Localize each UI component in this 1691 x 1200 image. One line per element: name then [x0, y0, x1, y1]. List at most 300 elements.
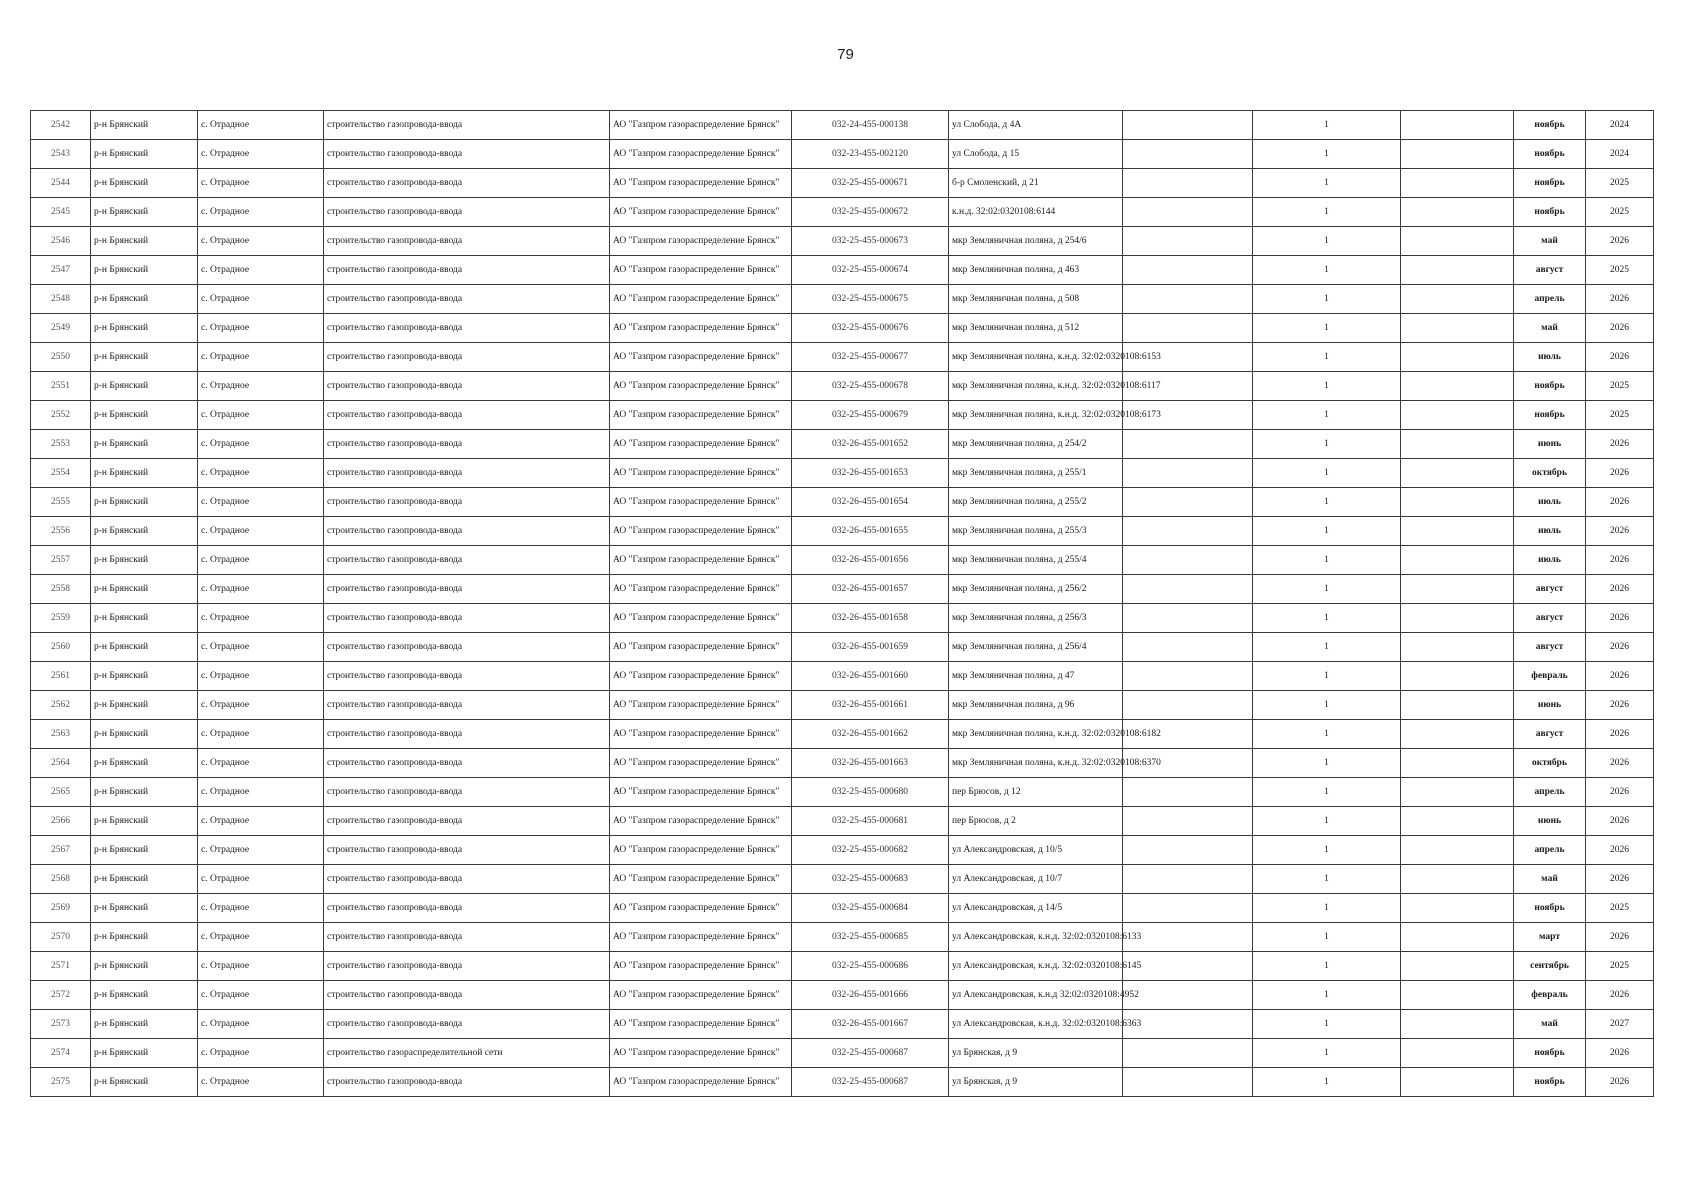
empty-cell	[1123, 140, 1253, 169]
row-number-cell: 2561	[31, 662, 91, 691]
settlement-cell: с. Отрадное	[198, 749, 324, 778]
year-cell: 2025	[1586, 198, 1654, 227]
work-type-cell: строительство газопровода-ввода	[324, 749, 610, 778]
quantity-cell: 1	[1253, 517, 1401, 546]
empty-cell	[1401, 836, 1514, 865]
settlement-cell: с. Отрадное	[198, 894, 324, 923]
object-code-cell: 032-25-455-000681	[792, 807, 949, 836]
row-number-cell: 2568	[31, 865, 91, 894]
quantity-cell: 1	[1253, 372, 1401, 401]
organization-cell: АО "Газпром газораспределение Брянск"	[610, 662, 792, 691]
quantity-cell: 1	[1253, 691, 1401, 720]
object-code-cell: 032-26-455-001667	[792, 1010, 949, 1039]
address-cell: мкр Земляничная поляна, д 256/2	[949, 575, 1123, 604]
row-number-cell: 2544	[31, 169, 91, 198]
table-row	[31, 285, 1654, 314]
work-type-cell: строительство газопровода-ввода	[324, 662, 610, 691]
year-cell: 2026	[1586, 749, 1654, 778]
empty-cell	[1123, 314, 1253, 343]
empty-cell	[1401, 662, 1514, 691]
month-cell: ноябрь	[1514, 401, 1586, 430]
district-cell: р-н Брянский	[91, 894, 198, 923]
address-cell: мкр Земляничная поляна, д 254/2	[949, 430, 1123, 459]
object-code-cell: 032-26-455-001660	[792, 662, 949, 691]
work-type-cell: строительство газопровода-ввода	[324, 546, 610, 575]
organization-cell: АО "Газпром газораспределение Брянск"	[610, 285, 792, 314]
organization-cell: АО "Газпром газораспределение Брянск"	[610, 372, 792, 401]
month-cell: июнь	[1514, 691, 1586, 720]
district-cell: р-н Брянский	[91, 1068, 198, 1097]
organization-cell: АО "Газпром газораспределение Брянск"	[610, 894, 792, 923]
settlement-cell: с. Отрадное	[198, 430, 324, 459]
district-cell: р-н Брянский	[91, 488, 198, 517]
quantity-cell: 1	[1253, 430, 1401, 459]
year-cell: 2025	[1586, 256, 1654, 285]
row-number-cell: 2562	[31, 691, 91, 720]
year-cell: 2025	[1586, 169, 1654, 198]
organization-cell: АО "Газпром газораспределение Брянск"	[610, 807, 792, 836]
empty-cell	[1401, 227, 1514, 256]
year-cell: 2026	[1586, 633, 1654, 662]
work-type-cell: строительство газопровода-ввода	[324, 372, 610, 401]
month-cell: март	[1514, 923, 1586, 952]
row-number-cell: 2550	[31, 343, 91, 372]
work-type-cell: строительство газопровода-ввода	[324, 343, 610, 372]
year-cell: 2025	[1586, 894, 1654, 923]
month-cell: ноябрь	[1514, 140, 1586, 169]
empty-cell	[1401, 894, 1514, 923]
settlement-cell: с. Отрадное	[198, 604, 324, 633]
address-cell: мкр Земляничная поляна, к.н.д. 32:02:0320108:6117	[949, 372, 1123, 401]
table-row	[31, 430, 1654, 459]
district-cell: р-н Брянский	[91, 575, 198, 604]
quantity-cell: 1	[1253, 720, 1401, 749]
table-row	[31, 923, 1654, 952]
district-cell: р-н Брянский	[91, 285, 198, 314]
work-type-cell: строительство газопровода-ввода	[324, 401, 610, 430]
settlement-cell: с. Отрадное	[198, 807, 324, 836]
month-cell: апрель	[1514, 836, 1586, 865]
object-code-cell: 032-26-455-001652	[792, 430, 949, 459]
address-cell: ул Александровская, д 14/5	[949, 894, 1123, 923]
organization-cell: АО "Газпром газораспределение Брянск"	[610, 778, 792, 807]
year-cell: 2026	[1586, 575, 1654, 604]
settlement-cell: с. Отрадное	[198, 981, 324, 1010]
table-row	[31, 169, 1654, 198]
empty-cell	[1401, 140, 1514, 169]
object-code-cell: 032-25-455-000687	[792, 1039, 949, 1068]
work-type-cell: строительство газопровода-ввода	[324, 981, 610, 1010]
organization-cell: АО "Газпром газораспределение Брянск"	[610, 691, 792, 720]
empty-cell	[1401, 198, 1514, 227]
quantity-cell: 1	[1253, 778, 1401, 807]
quantity-cell: 1	[1253, 604, 1401, 633]
district-cell: р-н Брянский	[91, 604, 198, 633]
object-code-cell: 032-25-455-000683	[792, 865, 949, 894]
quantity-cell: 1	[1253, 546, 1401, 575]
table-row	[31, 256, 1654, 285]
empty-cell	[1401, 981, 1514, 1010]
year-cell: 2026	[1586, 1039, 1654, 1068]
quantity-cell: 1	[1253, 198, 1401, 227]
district-cell: р-н Брянский	[91, 140, 198, 169]
organization-cell: АО "Газпром газораспределение Брянск"	[610, 430, 792, 459]
settlement-cell: с. Отрадное	[198, 778, 324, 807]
settlement-cell: с. Отрадное	[198, 256, 324, 285]
quantity-cell: 1	[1253, 836, 1401, 865]
work-type-cell: строительство газопровода-ввода	[324, 314, 610, 343]
organization-cell: АО "Газпром газораспределение Брянск"	[610, 1068, 792, 1097]
organization-cell: АО "Газпром газораспределение Брянск"	[610, 981, 792, 1010]
settlement-cell: с. Отрадное	[198, 140, 324, 169]
quantity-cell: 1	[1253, 1039, 1401, 1068]
row-number-cell: 2555	[31, 488, 91, 517]
empty-cell	[1123, 691, 1253, 720]
district-cell: р-н Брянский	[91, 430, 198, 459]
district-cell: р-н Брянский	[91, 169, 198, 198]
quantity-cell: 1	[1253, 662, 1401, 691]
month-cell: июнь	[1514, 430, 1586, 459]
district-cell: р-н Брянский	[91, 314, 198, 343]
object-code-cell: 032-25-455-000674	[792, 256, 949, 285]
month-cell: май	[1514, 1010, 1586, 1039]
empty-cell	[1123, 923, 1253, 952]
year-cell: 2026	[1586, 807, 1654, 836]
quantity-cell: 1	[1253, 459, 1401, 488]
month-cell: август	[1514, 575, 1586, 604]
organization-cell: АО "Газпром газораспределение Брянск"	[610, 140, 792, 169]
object-code-cell: 032-26-455-001656	[792, 546, 949, 575]
row-number-cell: 2554	[31, 459, 91, 488]
district-cell: р-н Брянский	[91, 111, 198, 140]
row-number-cell: 2552	[31, 401, 91, 430]
work-type-cell: строительство газопровода-ввода	[324, 720, 610, 749]
work-type-cell: строительство газопровода-ввода	[324, 111, 610, 140]
table-row	[31, 459, 1654, 488]
district-cell: р-н Брянский	[91, 923, 198, 952]
month-cell: июль	[1514, 517, 1586, 546]
organization-cell: АО "Газпром газораспределение Брянск"	[610, 488, 792, 517]
address-cell: ул Брянская, д 9	[949, 1039, 1123, 1068]
settlement-cell: с. Отрадное	[198, 1039, 324, 1068]
empty-cell	[1401, 285, 1514, 314]
year-cell: 2026	[1586, 430, 1654, 459]
organization-cell: АО "Газпром газораспределение Брянск"	[610, 952, 792, 981]
address-cell: к.н.д. 32:02:0320108:6144	[949, 198, 1123, 227]
empty-cell	[1123, 459, 1253, 488]
table-row	[31, 575, 1654, 604]
month-cell: октябрь	[1514, 749, 1586, 778]
row-number-cell: 2546	[31, 227, 91, 256]
district-cell: р-н Брянский	[91, 662, 198, 691]
settlement-cell: с. Отрадное	[198, 575, 324, 604]
month-cell: май	[1514, 314, 1586, 343]
empty-cell	[1401, 691, 1514, 720]
quantity-cell: 1	[1253, 1010, 1401, 1039]
quantity-cell: 1	[1253, 227, 1401, 256]
table-row	[31, 807, 1654, 836]
row-number-cell: 2558	[31, 575, 91, 604]
empty-cell	[1123, 865, 1253, 894]
empty-cell	[1401, 372, 1514, 401]
row-number-cell: 2543	[31, 140, 91, 169]
empty-cell	[1401, 1039, 1514, 1068]
organization-cell: АО "Газпром газораспределение Брянск"	[610, 227, 792, 256]
table-row	[31, 894, 1654, 923]
row-number-cell: 2545	[31, 198, 91, 227]
row-number-cell: 2549	[31, 314, 91, 343]
quantity-cell: 1	[1253, 111, 1401, 140]
settlement-cell: с. Отрадное	[198, 691, 324, 720]
settlement-cell: с. Отрадное	[198, 314, 324, 343]
table-row	[31, 546, 1654, 575]
settlement-cell: с. Отрадное	[198, 488, 324, 517]
row-number-cell: 2575	[31, 1068, 91, 1097]
month-cell: февраль	[1514, 662, 1586, 691]
table-row	[31, 401, 1654, 430]
empty-cell	[1123, 662, 1253, 691]
organization-cell: АО "Газпром газораспределение Брянск"	[610, 111, 792, 140]
organization-cell: АО "Газпром газораспределение Брянск"	[610, 865, 792, 894]
object-code-cell: 032-26-455-001658	[792, 604, 949, 633]
row-number-cell: 2542	[31, 111, 91, 140]
empty-cell	[1123, 1039, 1253, 1068]
work-type-cell: строительство газопровода-ввода	[324, 198, 610, 227]
address-cell: мкр Земляничная поляна, д 255/3	[949, 517, 1123, 546]
table-row	[31, 517, 1654, 546]
year-cell: 2024	[1586, 111, 1654, 140]
table-row	[31, 749, 1654, 778]
quantity-cell: 1	[1253, 952, 1401, 981]
quantity-cell: 1	[1253, 575, 1401, 604]
district-cell: р-н Брянский	[91, 256, 198, 285]
settlement-cell: с. Отрадное	[198, 1068, 324, 1097]
quantity-cell: 1	[1253, 488, 1401, 517]
year-cell: 2026	[1586, 865, 1654, 894]
empty-cell	[1401, 401, 1514, 430]
registry-table	[30, 110, 1654, 1097]
object-code-cell: 032-25-455-000676	[792, 314, 949, 343]
table-row	[31, 604, 1654, 633]
table-row	[31, 488, 1654, 517]
district-cell: р-н Брянский	[91, 372, 198, 401]
address-cell: ул Александровская, к.н.д. 32:02:0320108:6363	[949, 1010, 1123, 1039]
district-cell: р-н Брянский	[91, 633, 198, 662]
object-code-cell: 032-25-455-000684	[792, 894, 949, 923]
organization-cell: АО "Газпром газораспределение Брянск"	[610, 198, 792, 227]
year-cell: 2026	[1586, 836, 1654, 865]
organization-cell: АО "Газпром газораспределение Брянск"	[610, 633, 792, 662]
object-code-cell: 032-25-455-000677	[792, 343, 949, 372]
year-cell: 2025	[1586, 401, 1654, 430]
empty-cell	[1401, 807, 1514, 836]
empty-cell	[1401, 488, 1514, 517]
settlement-cell: с. Отрадное	[198, 720, 324, 749]
organization-cell: АО "Газпром газораспределение Брянск"	[610, 169, 792, 198]
empty-cell	[1401, 517, 1514, 546]
empty-cell	[1401, 923, 1514, 952]
work-type-cell: строительство газопровода-ввода	[324, 1068, 610, 1097]
district-cell: р-н Брянский	[91, 227, 198, 256]
table-row	[31, 1039, 1654, 1068]
month-cell: ноябрь	[1514, 894, 1586, 923]
settlement-cell: с. Отрадное	[198, 227, 324, 256]
row-number-cell: 2551	[31, 372, 91, 401]
settlement-cell: с. Отрадное	[198, 169, 324, 198]
quantity-cell: 1	[1253, 314, 1401, 343]
work-type-cell: строительство газопровода-ввода	[324, 517, 610, 546]
year-cell: 2025	[1586, 372, 1654, 401]
month-cell: ноябрь	[1514, 1039, 1586, 1068]
organization-cell: АО "Газпром газораспределение Брянск"	[610, 401, 792, 430]
empty-cell	[1123, 198, 1253, 227]
year-cell: 2026	[1586, 227, 1654, 256]
settlement-cell: с. Отрадное	[198, 923, 324, 952]
address-cell: мкр Земляничная поляна, д 256/4	[949, 633, 1123, 662]
month-cell: ноябрь	[1514, 198, 1586, 227]
object-code-cell: 032-26-455-001661	[792, 691, 949, 720]
address-cell: ул Слобода, д 4А	[949, 111, 1123, 140]
month-cell: ноябрь	[1514, 111, 1586, 140]
address-cell: мкр Земляничная поляна, д 255/4	[949, 546, 1123, 575]
object-code-cell: 032-25-455-000687	[792, 1068, 949, 1097]
organization-cell: АО "Газпром газораспределение Брянск"	[610, 459, 792, 488]
empty-cell	[1123, 546, 1253, 575]
organization-cell: АО "Газпром газораспределение Брянск"	[610, 1010, 792, 1039]
organization-cell: АО "Газпром газораспределение Брянск"	[610, 1039, 792, 1068]
work-type-cell: строительство газопровода-ввода	[324, 865, 610, 894]
empty-cell	[1401, 633, 1514, 662]
year-cell: 2026	[1586, 778, 1654, 807]
row-number-cell: 2559	[31, 604, 91, 633]
quantity-cell: 1	[1253, 169, 1401, 198]
empty-cell	[1123, 256, 1253, 285]
district-cell: р-н Брянский	[91, 865, 198, 894]
table-row	[31, 952, 1654, 981]
empty-cell	[1401, 459, 1514, 488]
address-cell: мкр Земляничная поляна, к.н.д. 32:02:0320108:6370	[949, 749, 1123, 778]
object-code-cell: 032-24-455-000138	[792, 111, 949, 140]
object-code-cell: 032-25-455-000678	[792, 372, 949, 401]
year-cell: 2026	[1586, 604, 1654, 633]
work-type-cell: строительство газопровода-ввода	[324, 140, 610, 169]
settlement-cell: с. Отрадное	[198, 1010, 324, 1039]
object-code-cell: 032-25-455-000680	[792, 778, 949, 807]
table-row	[31, 836, 1654, 865]
work-type-cell: строительство газопровода-ввода	[324, 633, 610, 662]
year-cell: 2026	[1586, 691, 1654, 720]
work-type-cell: строительство газопровода-ввода	[324, 430, 610, 459]
table-row	[31, 1010, 1654, 1039]
table-row	[31, 981, 1654, 1010]
work-type-cell: строительство газопровода-ввода	[324, 807, 610, 836]
settlement-cell: с. Отрадное	[198, 459, 324, 488]
settlement-cell: с. Отрадное	[198, 285, 324, 314]
table-row	[31, 633, 1654, 662]
address-cell: мкр Земляничная поляна, к.н.д. 32:02:0320108:6182	[949, 720, 1123, 749]
month-cell: февраль	[1514, 981, 1586, 1010]
organization-cell: АО "Газпром газораспределение Брянск"	[610, 836, 792, 865]
work-type-cell: строительство газораспределительной сети	[324, 1039, 610, 1068]
settlement-cell: с. Отрадное	[198, 546, 324, 575]
empty-cell	[1123, 1068, 1253, 1097]
quantity-cell: 1	[1253, 256, 1401, 285]
table-row	[31, 314, 1654, 343]
object-code-cell: 032-26-455-001663	[792, 749, 949, 778]
object-code-cell: 032-26-455-001666	[792, 981, 949, 1010]
work-type-cell: строительство газопровода-ввода	[324, 169, 610, 198]
settlement-cell: с. Отрадное	[198, 198, 324, 227]
row-number-cell: 2573	[31, 1010, 91, 1039]
object-code-cell: 032-25-455-000675	[792, 285, 949, 314]
table-row	[31, 140, 1654, 169]
object-code-cell: 032-26-455-001654	[792, 488, 949, 517]
address-cell: ул Александровская, д 10/5	[949, 836, 1123, 865]
year-cell: 2026	[1586, 662, 1654, 691]
address-cell: ул Александровская, к.н.д. 32:02:0320108:6145	[949, 952, 1123, 981]
month-cell: май	[1514, 227, 1586, 256]
settlement-cell: с. Отрадное	[198, 401, 324, 430]
row-number-cell: 2548	[31, 285, 91, 314]
district-cell: р-н Брянский	[91, 691, 198, 720]
organization-cell: АО "Газпром газораспределение Брянск"	[610, 720, 792, 749]
object-code-cell: 032-26-455-001655	[792, 517, 949, 546]
table-body	[31, 111, 1654, 1097]
month-cell: май	[1514, 865, 1586, 894]
organization-cell: АО "Газпром газораспределение Брянск"	[610, 546, 792, 575]
row-number-cell: 2563	[31, 720, 91, 749]
month-cell: август	[1514, 633, 1586, 662]
empty-cell	[1123, 517, 1253, 546]
district-cell: р-н Брянский	[91, 836, 198, 865]
work-type-cell: строительство газопровода-ввода	[324, 256, 610, 285]
object-code-cell: 032-25-455-000673	[792, 227, 949, 256]
organization-cell: АО "Газпром газораспределение Брянск"	[610, 575, 792, 604]
work-type-cell: строительство газопровода-ввода	[324, 575, 610, 604]
month-cell: июль	[1514, 546, 1586, 575]
organization-cell: АО "Газпром газораспределение Брянск"	[610, 604, 792, 633]
settlement-cell: с. Отрадное	[198, 662, 324, 691]
table-row	[31, 111, 1654, 140]
district-cell: р-н Брянский	[91, 778, 198, 807]
work-type-cell: строительство газопровода-ввода	[324, 488, 610, 517]
organization-cell: АО "Газпром газораспределение Брянск"	[610, 256, 792, 285]
month-cell: июль	[1514, 343, 1586, 372]
district-cell: р-н Брянский	[91, 401, 198, 430]
page-number: 79	[837, 46, 854, 63]
district-cell: р-н Брянский	[91, 749, 198, 778]
settlement-cell: с. Отрадное	[198, 952, 324, 981]
quantity-cell: 1	[1253, 807, 1401, 836]
address-cell: ул Александровская, к.н.д 32:02:0320108:4952	[949, 981, 1123, 1010]
row-number-cell: 2564	[31, 749, 91, 778]
table-row	[31, 720, 1654, 749]
object-code-cell: 032-25-455-000686	[792, 952, 949, 981]
month-cell: сентябрь	[1514, 952, 1586, 981]
address-cell: мкр Земляничная поляна, д 508	[949, 285, 1123, 314]
row-number-cell: 2567	[31, 836, 91, 865]
object-code-cell: 032-26-455-001653	[792, 459, 949, 488]
settlement-cell: с. Отрадное	[198, 865, 324, 894]
work-type-cell: строительство газопровода-ввода	[324, 227, 610, 256]
month-cell: апрель	[1514, 285, 1586, 314]
address-cell: ул Александровская, д 10/7	[949, 865, 1123, 894]
object-code-cell: 032-25-455-000672	[792, 198, 949, 227]
settlement-cell: с. Отрадное	[198, 111, 324, 140]
empty-cell	[1123, 488, 1253, 517]
empty-cell	[1401, 256, 1514, 285]
address-cell: б-р Смоленский, д 21	[949, 169, 1123, 198]
